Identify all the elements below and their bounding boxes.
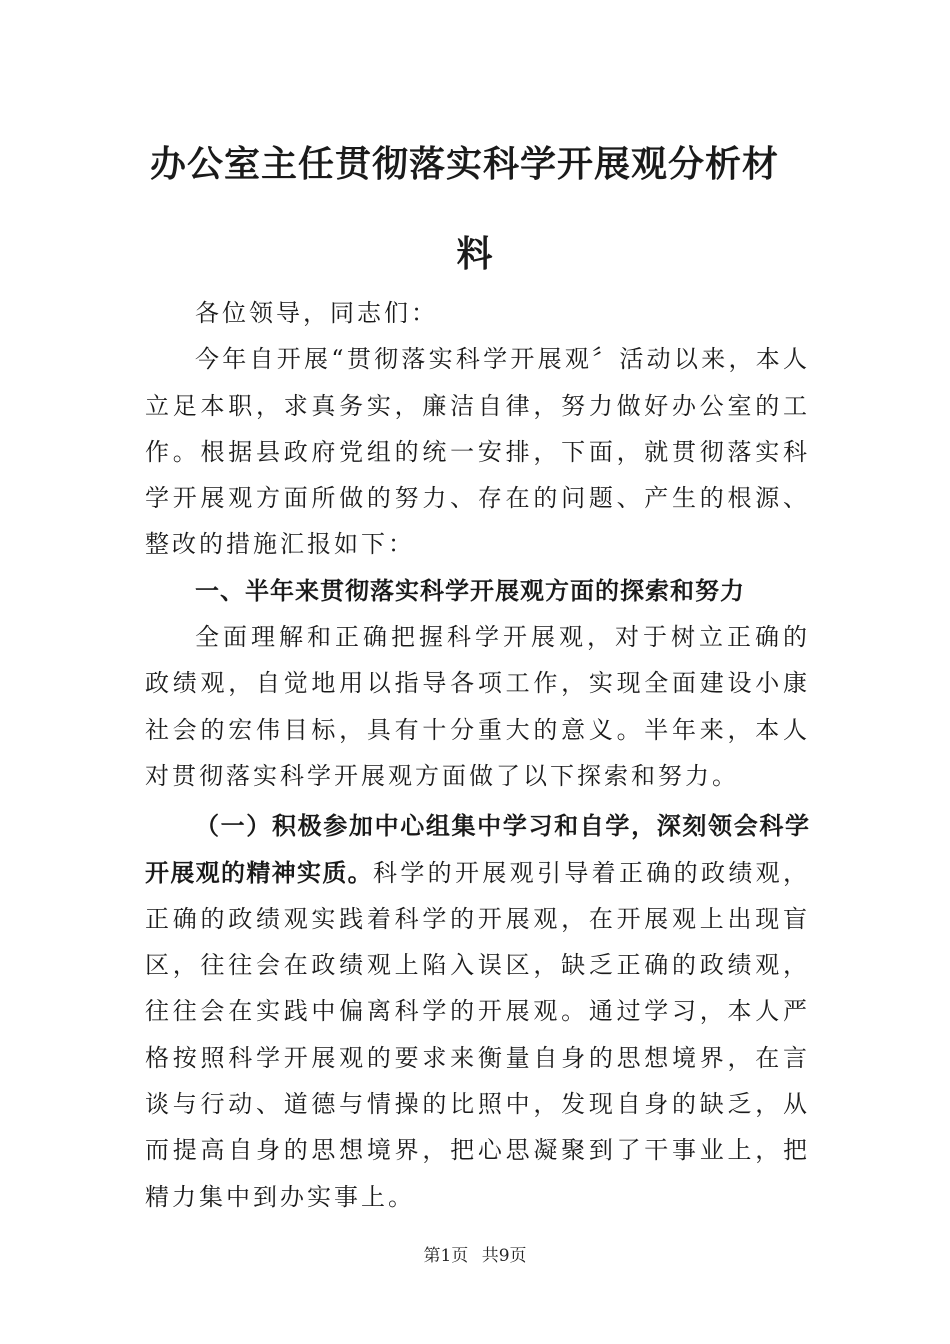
page-number: 第1页 bbox=[423, 1246, 469, 1266]
section-1-heading: 一、半年来贯彻落实科学开展观方面的探索和努力 bbox=[195, 575, 745, 605]
subsection-1-heading: （一）积极参加中心组集中学习和自学，深刻领会科学开展观的精神实质。 bbox=[145, 811, 810, 887]
intro-paragraph: 今年自开展“贯彻落实科学开展观〞活动以来，本人立足本职，求真务实，廉洁自律，努力做好办公室的工作。根据县政府党组的统一安排，下面，就贯彻落实科学开展观方面所做的努力、存在的问题、产生的根源、整改的措施汇报如下： bbox=[145, 345, 810, 559]
page-footer bbox=[0, 1241, 950, 1266]
document-title-line1: 办公室主任贯彻落实科学开展观分析材 bbox=[150, 143, 780, 185]
page-total: 共9页 bbox=[481, 1246, 527, 1266]
subsection-1-paragraph bbox=[145, 803, 810, 1220]
salutation: 各位领导，同志们： bbox=[195, 299, 438, 327]
subsection-1-text: 科学的开展观引导着正确的政绩观，正确的政绩观实践着科学的开展观，在开展观上出现盲区，往往会在政绩观上陷入误区，缺乏正确的政绩观，往往会在实践中偏离科学的开展观。通过学习，本人严格按照科学开展观的要求来衡量自身的思想境界，在言谈与行动、道德与情操的比照中，发现自身的缺乏，从而提高自身的思想境界，把心思凝聚到了干事业上，把精力集中到办实事上。 bbox=[145, 858, 810, 1211]
document-body bbox=[145, 290, 810, 1220]
section-1-paragraph: 全面理解和正确把握科学开展观，对于树立正确的政绩观，自觉地用以指导各项工作，实现全面建设小康社会的宏伟目标，具有十分重大的意义。半年来，本人对贯彻落实科学开展观方面做了以下探索和努力。 bbox=[145, 623, 810, 790]
document-title-line2: 料 bbox=[456, 233, 494, 275]
